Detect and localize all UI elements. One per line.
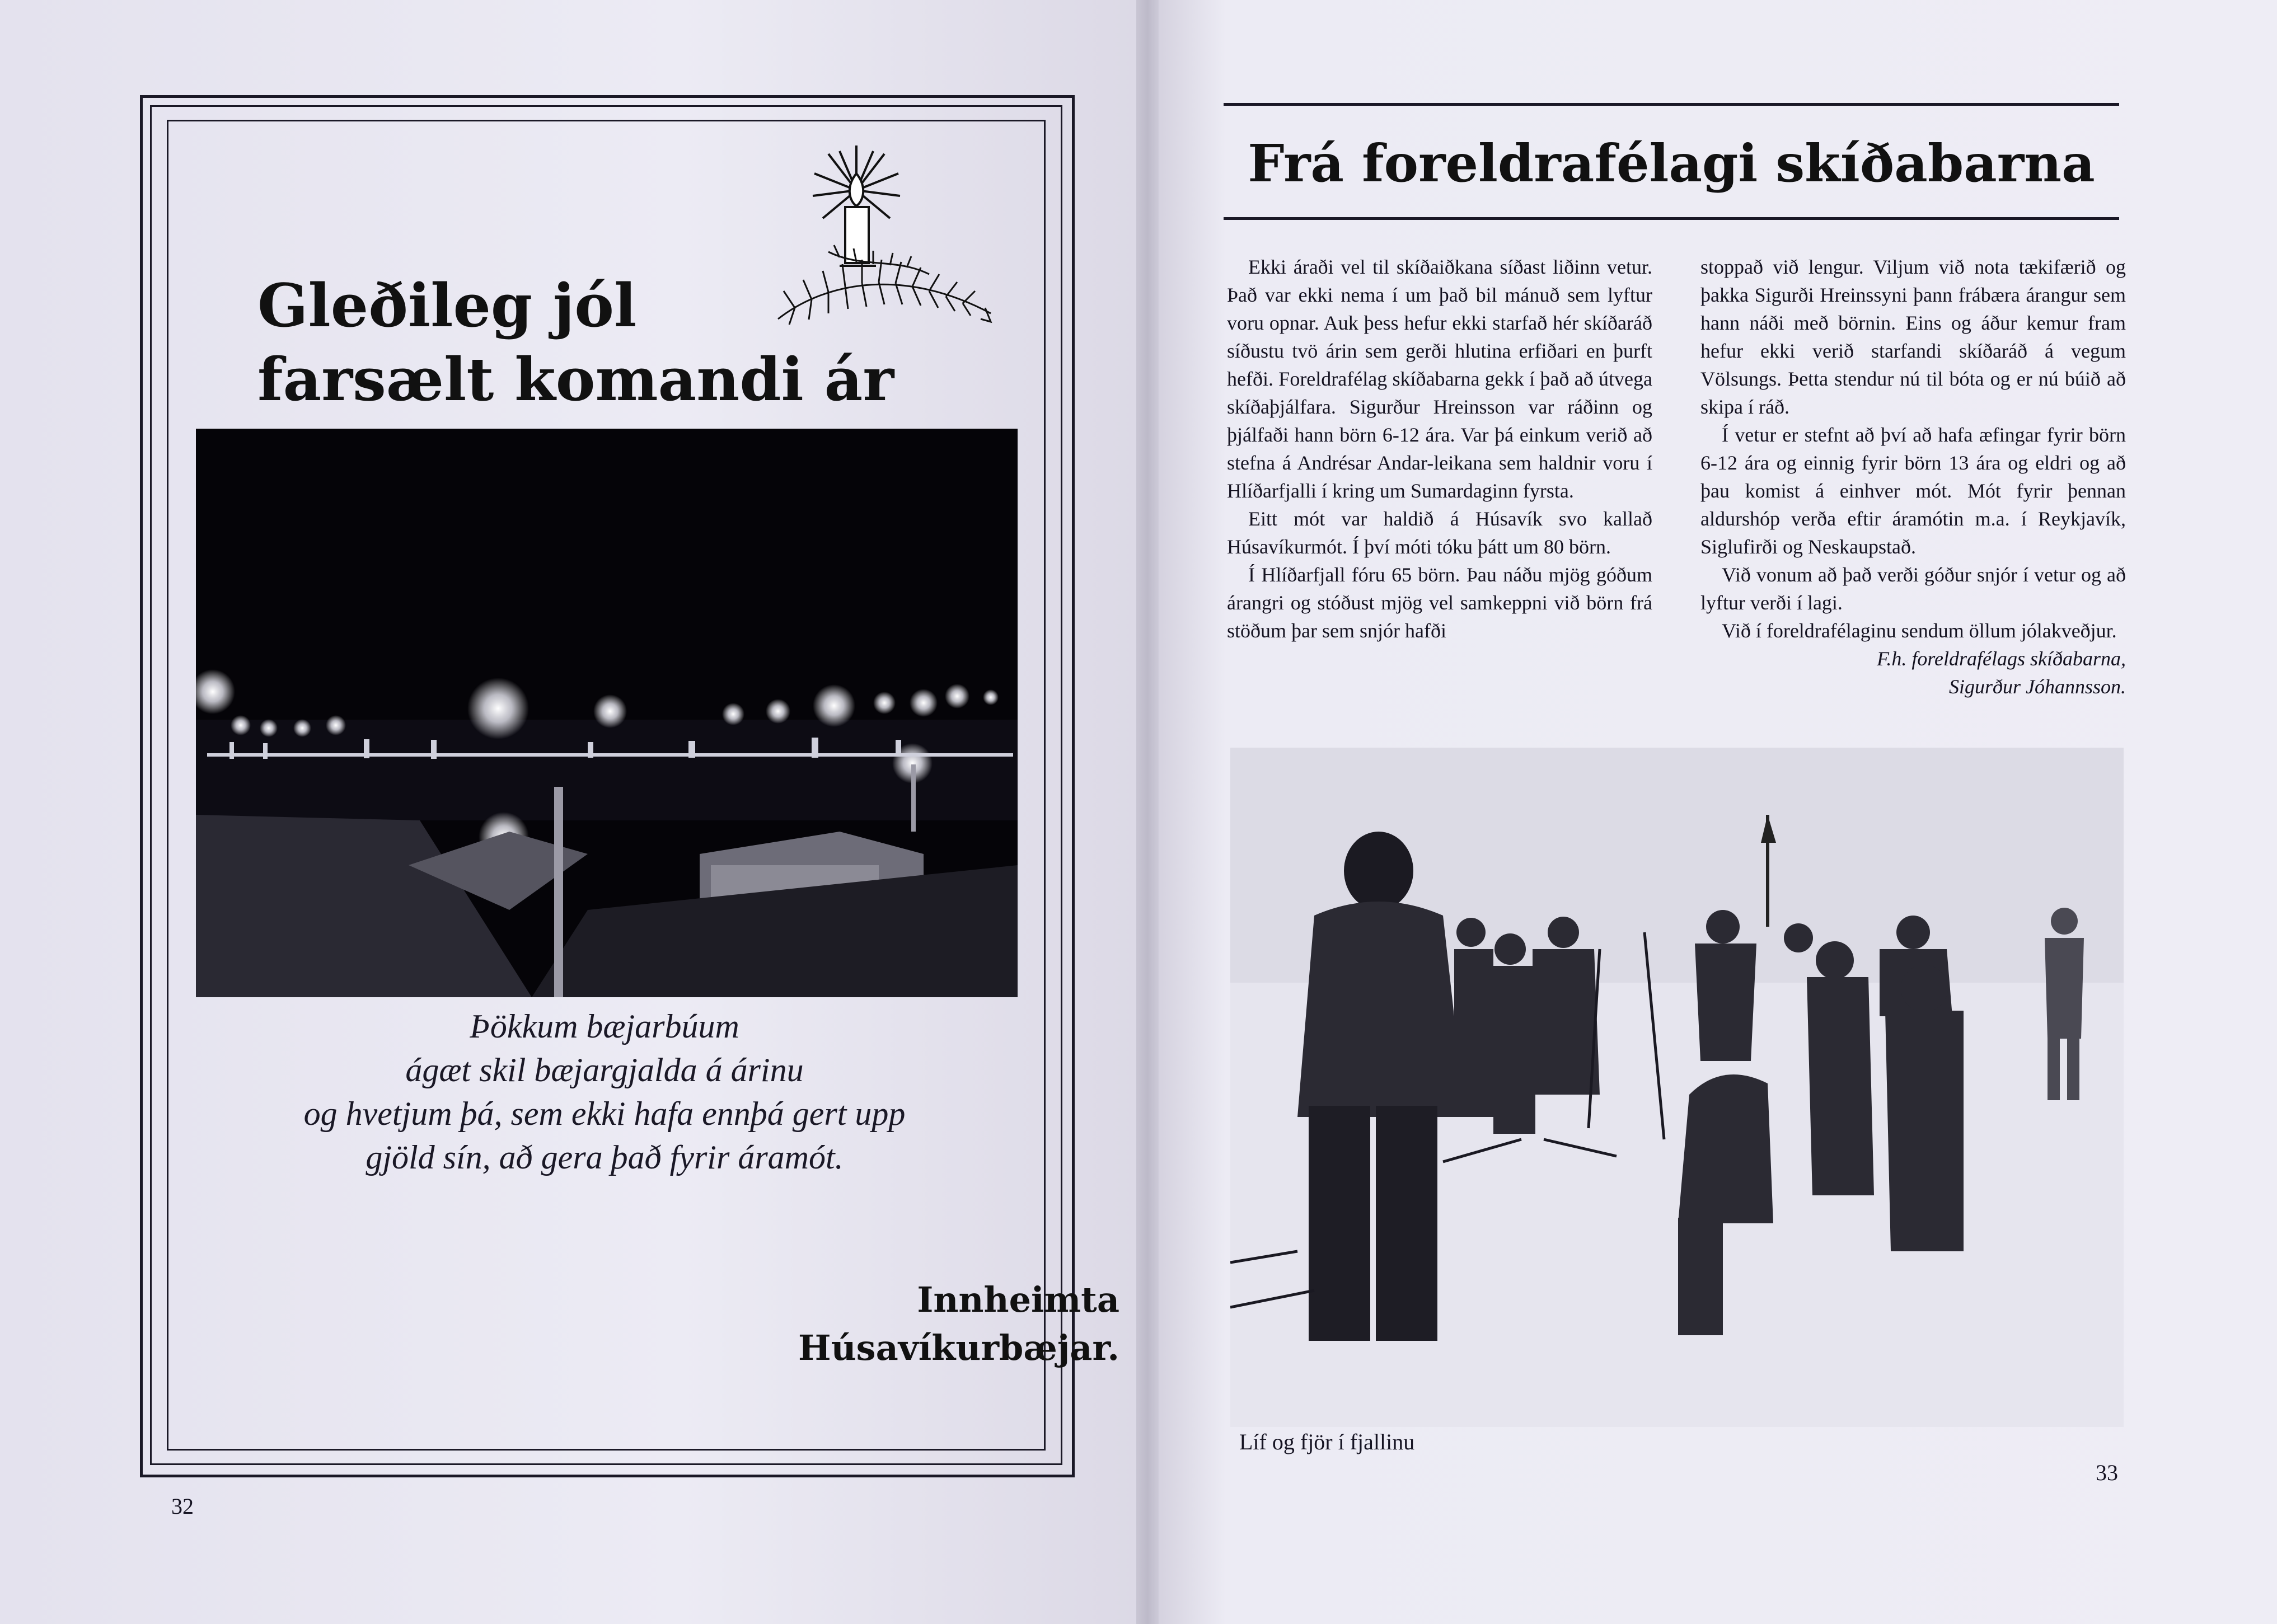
article-paragraph: stoppað við lengur. Viljum við nota tækifærið og þakka Sigurði Hreinssyni þann frábæra árangur sem hann náði með börnin. Eins og áður kemur fram hefur ekki verið starfandi skíðaráð á vegum Völsungs. Þetta stendur nú til bóta og er nú búið að skipa í ráð. — [1700, 256, 2126, 418]
article-title: Frá foreldrafélagi skíðabarna — [1248, 133, 2095, 194]
thanks-line-1: Þökkum bæjarbúum — [470, 1008, 739, 1045]
page-number-right: 33 — [2096, 1460, 2118, 1485]
article-column-1 — [1227, 253, 1652, 645]
thanks-line-4: gjöld sín, að gera það fyrir áramót. — [366, 1139, 844, 1176]
signature-line-1: F.h. foreldrafélags skíðabarna, — [1876, 647, 2126, 670]
ski-children-photo-art — [1230, 748, 2124, 1427]
greeting-line-1: Gleðileg jól — [257, 270, 637, 340]
ski-children-photo — [1230, 748, 2124, 1427]
article-column-2 — [1700, 253, 2126, 701]
signature-line-2: Sigurður Jóhannsson. — [1948, 675, 2126, 698]
article-signature — [1700, 645, 2126, 701]
article-paragraph: Eitt mót var haldið á Húsavík svo kallað Húsavíkurmót. Í því móti tóku þátt um 80 börn. — [1227, 508, 1652, 558]
thanks-message — [224, 1005, 985, 1179]
sender-line-2: Húsavíkurbæjar. — [798, 1327, 1119, 1368]
photo-caption: Líf og fjör í fjallinu — [1239, 1429, 1415, 1454]
article-paragraph: Í Hlíðarfjall fóru 65 börn. Þau náðu mjög góðum árangri og stóðust mjög vel samkeppni við börn frá stöðum þar sem snjór hafði — [1227, 564, 1652, 642]
article-paragraph: Ekki áraði vel til skíðaiðkana síðast liðinn vetur. Það var ekki nema í um það bil mánuð sem lyftur voru opnar. Auk þess hefur ekki starfað hér skíðaráð síðustu tvö árin sem gerði hlutina erfiðari en þurft hefði. Foreldrafélag skíðabarna gekk í það að útvega skíðaþjálfara. Sigurður Hreinsson var ráðinn og þjálfaði hann börn 6-12 ára. Var þá einkum verið að stefna á Andrésar Andar-leikana sem haldnir voru í Hlíðarfjalli í kring um Sumardaginn fyrsta. — [1227, 256, 1652, 502]
book-gutter — [1136, 0, 1159, 1624]
title-rule-top — [1224, 103, 2119, 106]
article-paragraph: Við í foreldrafélaginu sendum öllum jólakveðjur. — [1722, 619, 2117, 642]
harbor-night-photo-art — [196, 429, 1018, 997]
article-paragraph: Í vetur er stefnt að því að hafa æfingar fyrir börn 6-12 ára og einnig fyrir börn 13 ára og eldri og að þau komist á einhver mót. Mót fyrir þennan aldurshóp verða eftir áramótin m.a. í Reykjavík, Siglufirði og Neskaupstað. — [1700, 424, 2126, 558]
greeting-line-2: farsælt komandi ár — [257, 344, 894, 414]
greeting-heading — [257, 269, 894, 416]
advert-sender — [798, 1276, 1119, 1372]
sender-line-1: Innheimta — [917, 1279, 1119, 1320]
title-rule-bottom — [1224, 217, 2119, 220]
harbor-night-photo — [196, 429, 1018, 997]
article-paragraph: Við vonum að það verði góður snjór í vetur og að lyftur verði í lagi. — [1700, 564, 2126, 614]
thanks-line-2: ágæt skil bæjargjalda á árinu — [405, 1052, 804, 1088]
page-number-left: 32 — [171, 1494, 194, 1519]
thanks-line-3: og hvetjum þá, sem ekki hafa ennþá gert upp — [303, 1095, 906, 1132]
